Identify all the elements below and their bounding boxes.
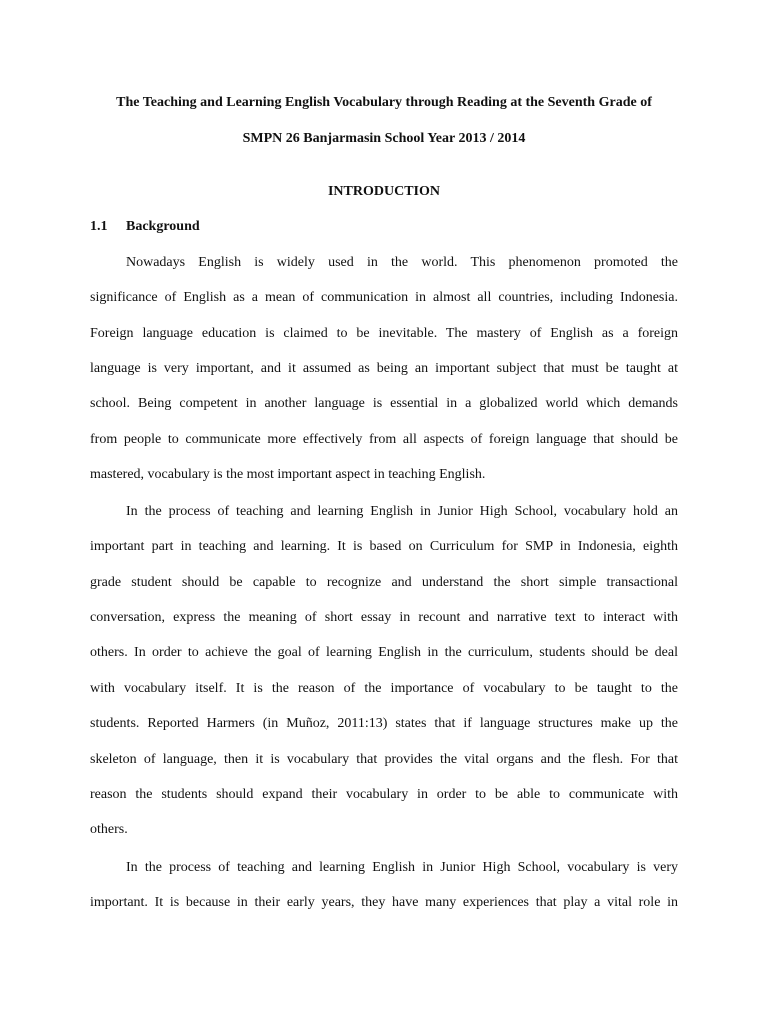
paragraph-2-line-5: others. In order to achieve the goal of learning English in the curriculum, students should be deal (90, 645, 678, 660)
document-title-line-1: The Teaching and Learning English Vocabulary through Reading at the Seventh Grade of (116, 95, 652, 110)
paragraph-2-line-2: important part in teaching and learning. It is based on Curriculum for SMP in Indonesia, eighth (90, 539, 678, 554)
paragraph-2-line-3: grade student should be capable to recognize and understand the short simple transactional (90, 575, 678, 590)
paragraph-1-line-7: mastered, vocabulary is the most important aspect in teaching English. (90, 467, 486, 482)
chapter-heading: INTRODUCTION (327, 184, 440, 199)
paragraph-2-line-1: In the process of teaching and learning English in Junior High School, vocabulary hold an (126, 504, 678, 519)
paragraph-2-line-4: conversation, express the meaning of short essay in recount and narrative text to interact with (90, 610, 678, 625)
paragraph-1-line-5: school. Being competent in another language is essential in a globalized world which demands (90, 396, 678, 411)
paragraph-1-line-1: Nowadays English is widely used in the world. This phenomenon promoted the (126, 255, 678, 270)
section-number: 1.1 (90, 219, 108, 234)
paragraph-1-line-4: language is very important, and it assumed as being an important subject that must be taught at (90, 361, 678, 376)
paragraph-1-line-6: from people to communicate more effectively from all aspects of foreign language that should be (90, 432, 678, 447)
paragraph-3-line-2: important. It is because in their early years, they have many experiences that play a vital role in (90, 895, 678, 910)
paragraph-2-line-9: reason the students should expand their vocabulary in order to be able to communicate with (90, 787, 678, 802)
section-title: Background (126, 219, 200, 234)
paragraph-2-line-7: students. Reported Harmers (in Muñoz, 2011:13) states that if language structures make up the (90, 716, 678, 731)
paragraph-2-line-8: skeleton of language, then it is vocabulary that provides the vital organs and the flesh. For that (90, 752, 678, 767)
paragraph-2-line-10: others. (90, 822, 128, 837)
document-title-line-2: SMPN 26 Banjarmasin School Year 2013 / 2014 (242, 131, 526, 146)
paragraph-2-line-6: with vocabulary itself. It is the reason of the importance of vocabulary to be taught to the (90, 681, 678, 696)
paragraph-1-line-3: Foreign language education is claimed to be inevitable. The mastery of English as a foreign (90, 326, 678, 341)
paragraph-3-line-1: In the process of teaching and learning English in Junior High School, vocabulary is very (126, 860, 678, 875)
paragraph-1-line-2: significance of English as a mean of communication in almost all countries, including Indonesia. (90, 290, 678, 305)
